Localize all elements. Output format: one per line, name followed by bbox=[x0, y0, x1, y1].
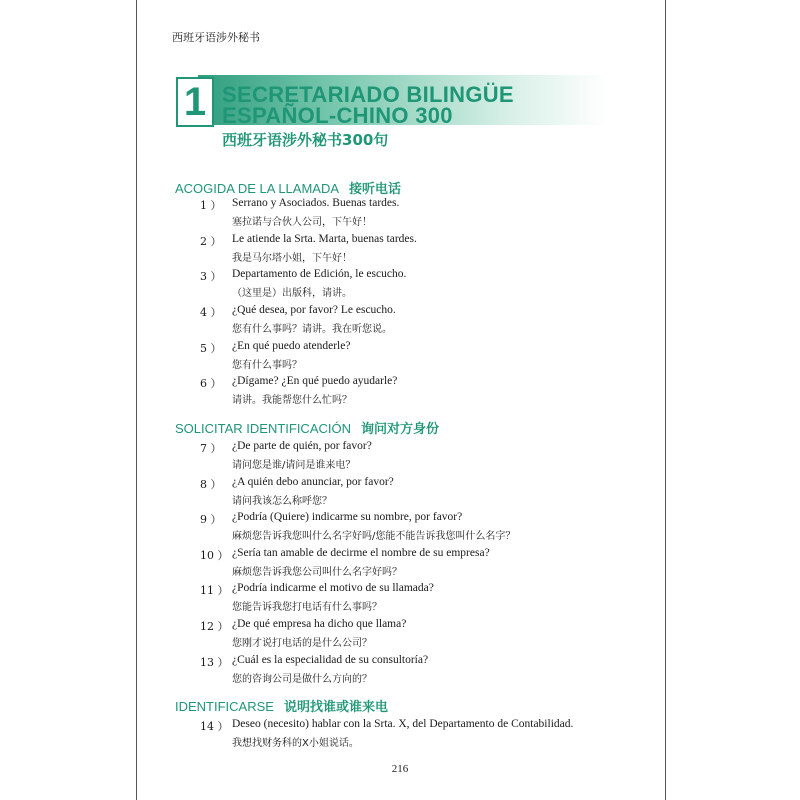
item-chinese: 您的咨询公司是做什么方向的？ bbox=[232, 674, 372, 685]
section-heading bbox=[175, 178, 401, 197]
section-title: IDENTIFICARSE bbox=[175, 699, 274, 714]
section-heading bbox=[175, 418, 439, 437]
item-chinese: 请讲。我能帮您什么忙吗？ bbox=[232, 395, 352, 406]
item-number: 9 ） bbox=[200, 513, 222, 526]
item-spanish: Le atiende la Srta. Marta, buenas tardes. bbox=[232, 233, 417, 245]
item-chinese: 您有什么事吗？请讲。我在听您说。 bbox=[232, 324, 392, 335]
item-number: 12 ） bbox=[200, 620, 229, 633]
item-spanish: ¿Dígame? ¿En qué puedo ayudarle? bbox=[232, 375, 398, 387]
item-chinese: 您能告诉我您打电话有什么事吗？ bbox=[232, 602, 382, 613]
page-number: 216 bbox=[391, 763, 409, 775]
item-number: 13 ） bbox=[200, 656, 229, 669]
section-title: SOLICITAR IDENTIFICACIÓN bbox=[175, 421, 351, 436]
section-title: ACOGIDA DE LA LLAMADA bbox=[175, 181, 340, 196]
section-title-zh: 接听电话 bbox=[349, 182, 402, 197]
item-spanish: ¿De qué empresa ha dicho que llama? bbox=[232, 618, 407, 630]
item-number: 11 ） bbox=[200, 584, 229, 597]
item-spanish: Serrano y Asociados. Buenas tardes. bbox=[232, 197, 400, 209]
item-number: 4 ） bbox=[200, 306, 222, 319]
item-chinese: 我是马尔塔小姐，下午好！ bbox=[232, 253, 352, 264]
item-spanish: ¿Qué desea, por favor? Le escucho. bbox=[232, 304, 396, 316]
chapter-title-line2: ESPAÑOL-CHINO 300 bbox=[222, 103, 453, 128]
running-head: 西班牙语涉外秘书 bbox=[172, 31, 260, 44]
chapter-number: 1 bbox=[176, 77, 214, 127]
item-spanish: ¿Sería tan amable de decirme el nombre de su empresa? bbox=[232, 547, 490, 559]
item-number: 10 ） bbox=[200, 549, 229, 562]
item-chinese: 请问您是谁/请问是谁来电？ bbox=[232, 460, 356, 471]
item-chinese: 塞拉诺与合伙人公司，下午好！ bbox=[232, 217, 372, 228]
section-title-zh: 询问对方身份 bbox=[361, 422, 440, 437]
item-chinese: 请问我该怎么称呼您？ bbox=[232, 496, 332, 507]
item-spanish: Departamento de Edición, le escucho. bbox=[232, 268, 407, 280]
item-spanish: ¿Cuál es la especialidad de su consultoría? bbox=[232, 654, 429, 666]
chapter-title-line1: SECRETARIADO BILINGÜE bbox=[222, 82, 514, 107]
item-spanish: ¿Podría (Quiere) indicarme su nombre, por favor? bbox=[232, 511, 463, 523]
item-chinese: 我想找财务科的X小姐说话。 bbox=[232, 738, 359, 749]
item-number: 2 ） bbox=[200, 235, 222, 248]
item-chinese: 麻烦您告诉我您公司叫什么名字好吗？ bbox=[232, 567, 402, 578]
item-spanish: ¿De parte de quién, por favor? bbox=[232, 440, 372, 452]
item-number: 3 ） bbox=[200, 270, 222, 283]
item-number: 7 ） bbox=[200, 442, 222, 455]
item-chinese: 麻烦您告诉我您叫什么名字好吗/您能不能告诉我您叫什么名字？ bbox=[232, 531, 516, 542]
item-spanish: ¿En qué puedo atenderle? bbox=[232, 340, 351, 352]
item-spanish: Deseo (necesito) hablar con la Srta. X, del Departamento de Contabilidad. bbox=[232, 718, 574, 730]
item-spanish: ¿Podría indicarme el motivo de su llamada? bbox=[232, 582, 434, 594]
item-number: 6 ） bbox=[200, 377, 222, 390]
section-heading bbox=[175, 696, 388, 715]
item-number: 5 ） bbox=[200, 342, 222, 355]
item-number: 1 ） bbox=[200, 199, 222, 212]
item-number: 14 ） bbox=[200, 720, 229, 733]
item-chinese: （这里是）出版科，请讲。 bbox=[232, 288, 352, 299]
chapter-title-zh: 西班牙语涉外秘书300句 bbox=[222, 131, 389, 149]
item-chinese: 您有什么事吗？ bbox=[232, 360, 302, 371]
item-spanish: ¿A quién debo anunciar, por favor? bbox=[232, 476, 394, 488]
section-title-zh: 说明找谁或谁来电 bbox=[283, 700, 388, 715]
item-chinese: 您刚才说打电话的是什么公司？ bbox=[232, 638, 372, 649]
item-number: 8 ） bbox=[200, 478, 222, 491]
